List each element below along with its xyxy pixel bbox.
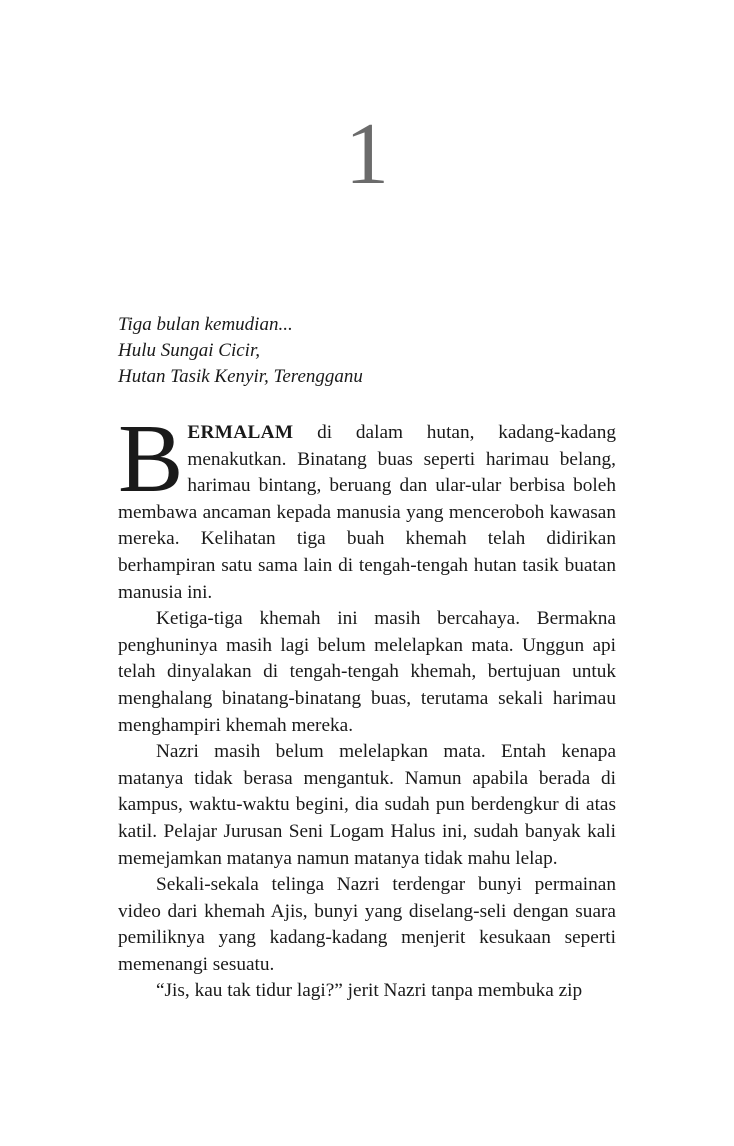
epigraph-line-time: Tiga bulan kemudian... <box>118 314 293 335</box>
epigraph-line-river: Hulu Sungai Cicir, <box>118 340 260 361</box>
paragraph-1-text: di dalam hutan, kadang-kadang menakutkan. Binatang buas seperti harimau belang, harimau bintang, beruang dan ular-ular berbisa boleh membawa ancaman kepada manusia yang menceroboh kawasan mereka. Kelihatan tiga buah khemah telah didirikan berhampiran satu sama lain di tengah-tengah hutan tasik buatan manusia ini. <box>118 422 616 603</box>
epigraph <box>118 312 363 390</box>
paragraph-5: “Jis, kau tak tidur lagi?” jerit Nazri tanpa membuka zip <box>156 980 583 1002</box>
drop-cap: B <box>118 405 184 513</box>
paragraph-4: Sekali-sekala telinga Nazri terdengar bunyi permainan video dari khemah Ajis, bunyi yang diselang-seli dengan suara pemiliknya yang kadang-kadang menjerit kesukaan seperti memenangi sesuatu. <box>118 874 616 975</box>
lead-word: ERMALAM <box>187 422 294 443</box>
paragraph-1 <box>118 405 616 606</box>
chapter-body <box>118 405 616 1005</box>
epigraph-line-location: Hutan Tasik Kenyir, Terengganu <box>118 366 363 387</box>
chapter-number: 1 <box>345 106 389 203</box>
paragraph-2: Ketiga-tiga khemah ini masih bercahaya. Bermakna penghuninya masih lagi belum melelapkan mata. Unggun api telah dinyalakan di tengah-tengah khemah, bertujuan untuk menghalang binatang-binatang buas, terutama sekali harimau menghampiri khemah mereka. <box>118 608 616 736</box>
paragraph-3: Nazri masih belum melelapkan mata. Entah kenapa matanya tidak berasa mengantuk. Namun apabila berada di kampus, waktu-waktu begini, dia sudah pun berdengkur di atas katil. Pelajar Jurusan Seni Logam Halus ini, sudah banyak kali memejamkan matanya namun matanya tidak mahu lelap. <box>118 741 616 869</box>
